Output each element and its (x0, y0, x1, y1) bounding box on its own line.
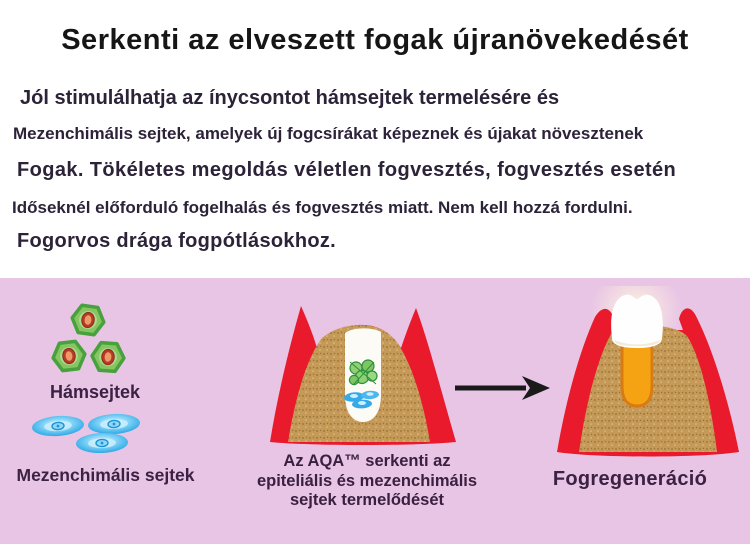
caption-line-1: Az AQA™ serkenti az (283, 452, 451, 470)
mesenchymal-cells-icon (28, 410, 154, 460)
body-line-3: Fogak. Tökéletes megoldás véletlen fogvesztés, fogvesztés esetén (17, 159, 677, 181)
page-title: Serkenti az elveszett fogak újranövekedését (61, 24, 689, 56)
arrow-right-icon (452, 374, 552, 402)
regeneration-label: Fogregeneráció (552, 468, 708, 490)
caption-line-3: sejtek termelődését (289, 491, 445, 509)
diagram-caption (232, 452, 502, 511)
caption-line-2: epiteliális és mezenchimális (256, 471, 478, 490)
epithelial-cells-icon (46, 298, 134, 378)
epithelial-cells-label: Hámsejtek (49, 382, 141, 402)
body-line-2: Mezenchimális sejtek, amelyek új fogcsírákat képeznek és újakat növesztenek (13, 124, 644, 143)
body-line-4: Időseknél előforduló fogelhalás és fogvesztés miatt. Nem kell hozzá fordulni. (12, 198, 633, 217)
empty-socket-icon (266, 296, 462, 446)
body-line-5: Fogorvos drága fogpótlásokhoz. (17, 230, 337, 252)
mesenchymal-cells-label: Mezenchimális sejtek (16, 465, 195, 485)
regenerated-tooth-icon (551, 286, 747, 460)
body-line-1: Jól stimulálhatja az ínycsontot hámsejtek termelésére és (20, 87, 560, 109)
diagram-panel (0, 278, 750, 544)
